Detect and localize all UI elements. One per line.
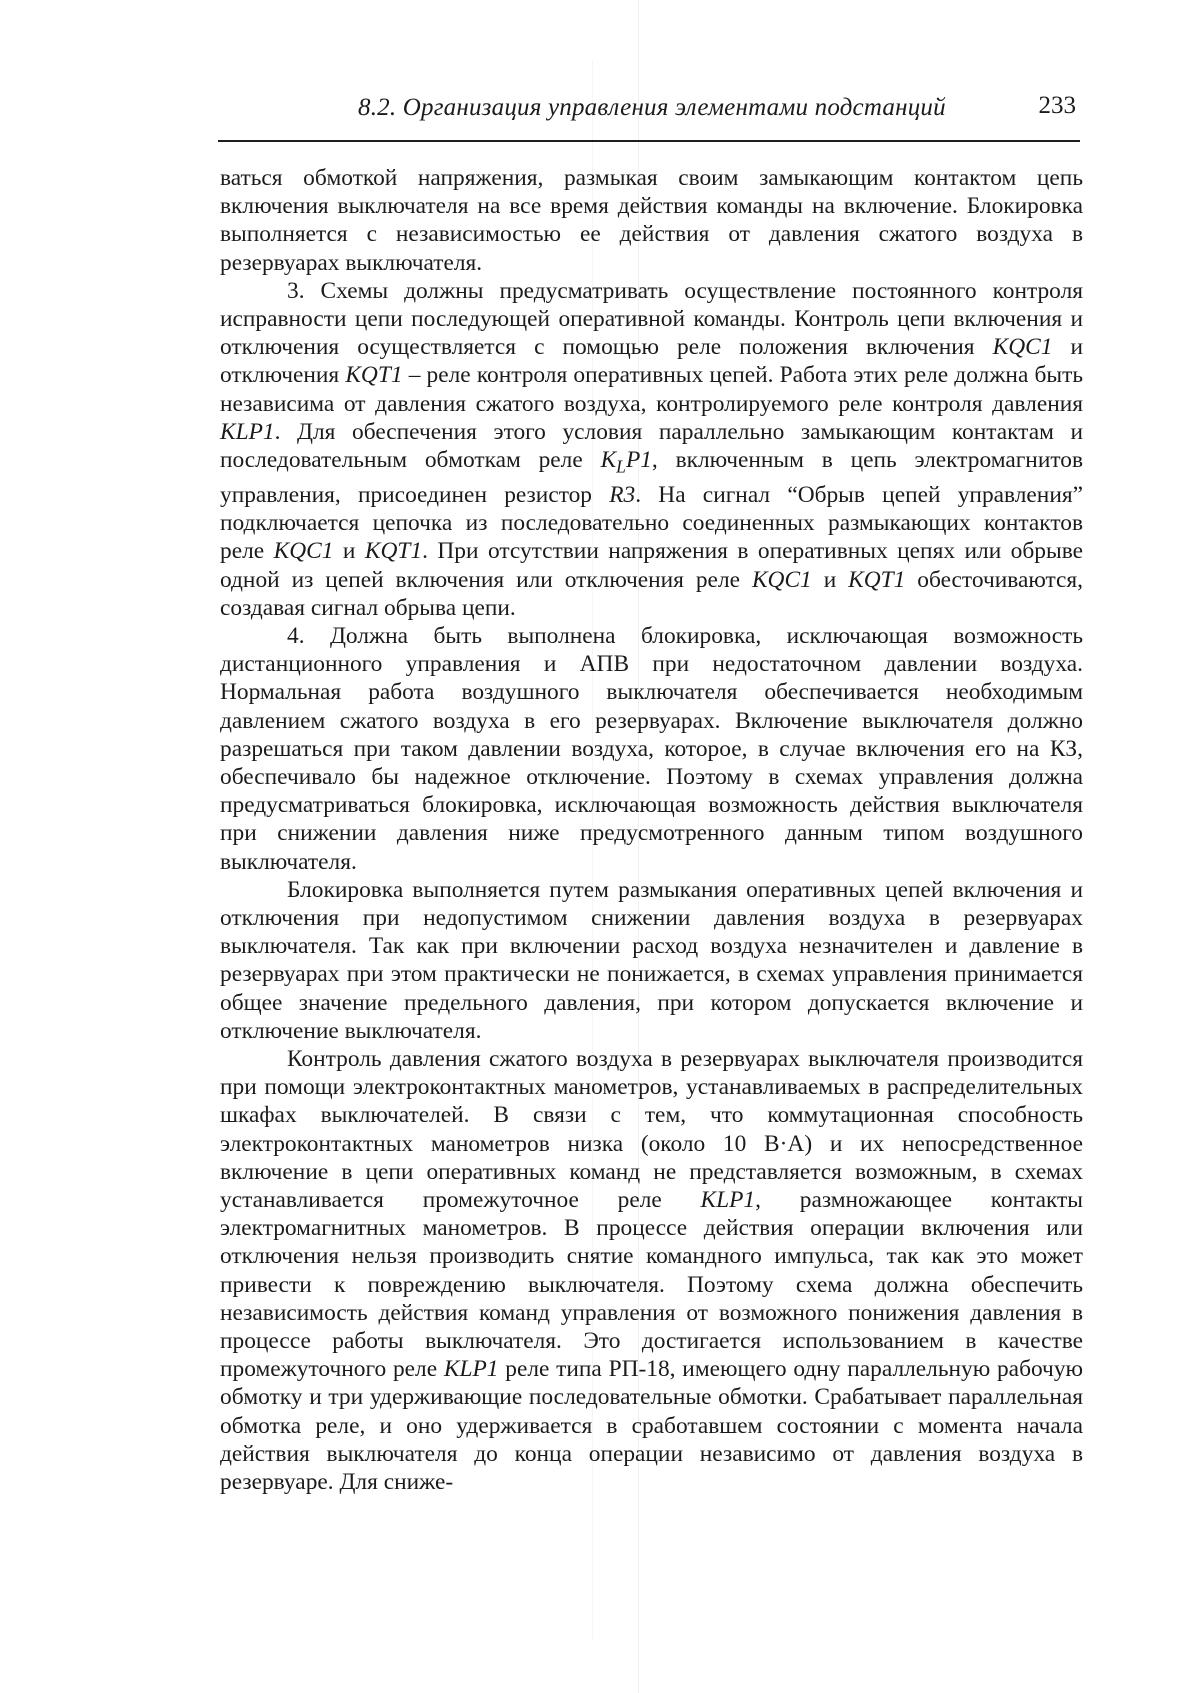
designation-text: KQC1 (273, 538, 334, 565)
designation-text: KQT1 (364, 538, 423, 565)
text-segment: 4. Должна быть выполнена блокировка, исключающая возможность дистанционного управления и АПВ при недостаточном давлении воздуха. Нормальная работа воздушного выключателя обеспечивается необходимым давлением сжатого воздуха в его резервуарах. Включение выключателя должно разрешаться при таком давлении воздуха, которое, в случае включения его на КЗ, обеспечивало бы надежное отключение. Поэтому в схемах управления должна предусматриваться блокировка, исключающая возможность действия выключателя при снижении давления ниже предусмотренного данным типом воздушного выключателя. (220, 622, 1083, 875)
designation-text: K (600, 447, 617, 474)
text-segment: Контроль давления сжатого воздуха в резервуарах выключателя производится при помощи электроконтактных манометров, устанавливаемых в распределительных шкафах выключателей. В связи с тем, что коммутационная способность электроконтактных манометров низка (около 10 В·А) и их непосредственное включение в цепи оперативных команд не представляется возможным, в схемах устанавливается промежуточное реле (220, 1045, 1083, 1213)
text-segment: . Для обеспечения этого условия параллельно замыкающим контактам и последовательным обмоткам реле (220, 418, 1083, 474)
text-segment: и (811, 566, 849, 593)
page-header (218, 92, 1080, 142)
designation-text: P1 (625, 447, 652, 474)
text-segment: Блокировка выполняется путем размыкания оперативных цепей включения и отключения при недопустимом снижении давления воздуха в резервуарах выключателя. Так как при включении расход воздуха незначителен и давление в резервуарах при этом практически не понижается, в схемах управления принимается общее значение предельного давления, при котором допускается включение и отключение выключателя. (220, 876, 1083, 1044)
designation-text: L (616, 456, 626, 477)
page-number: 233 (1038, 92, 1076, 119)
text-segment: – реле контроля оперативных цепей. Работа этих реле должна быть независима от давления сжатого воздуха, контролируемого реле контроля давления (220, 362, 1083, 417)
designation-text: KQT1 (345, 362, 403, 389)
designation-text: KLP1 (443, 1356, 499, 1383)
designation-text: KQC1 (751, 566, 812, 593)
designation-text: KQC1 (992, 334, 1053, 361)
text-segment: , включенным в цепь электромагнитов управления, присоединен резистор (220, 447, 1083, 508)
text-segment: . На сигнал “Обрыв цепей управления” подключается цепочка из последовательно соединенных размыкающих контактов реле (220, 481, 1083, 565)
designation-text: KLP1 (700, 1186, 756, 1213)
text-segment: . При отсутствии напряжения в оперативных цепях или обрыве одной из цепей включения или отключения реле (220, 538, 1083, 593)
text-segment: реле типа РП-18, имеющего одну параллельную рабочую обмотку и три удерживающие последовательные обмотки. Срабатывает параллельная обмотка реле, и оно удерживается в сработавшем состоянии с момента начала действия выключателя до конца операции независимо от давления воздуха в резервуаре. Для сниже- (220, 1356, 1083, 1496)
text-segment: и (333, 538, 365, 565)
paragraph (220, 1045, 1083, 1496)
body-text (220, 164, 1083, 1496)
paragraph (220, 277, 1083, 622)
paragraph (220, 164, 1083, 277)
text-segment: и отключения (220, 334, 1083, 389)
text-segment: обесточиваются, создавая сигнал обрыва цепи. (220, 566, 1084, 621)
text-segment: 3. Схемы должны предусматривать осуществление постоянного контроля исправности цепи последующей оперативной команды. Контроль цепи включения и отключения осуществляется с помощью реле положения включения (220, 277, 1083, 361)
running-title: 8.2. Организация управления элементами подстанций (358, 94, 946, 121)
text-segment: ваться обмоткой напряжения, размыкая своим замыкающим контактом цепь включения выключателя на все время действия команды на включение. Блокировка выполняется с независимостью ее действия от давления сжатого воздуха в резервуарах выключателя. (220, 165, 1083, 276)
paragraph (220, 876, 1083, 1045)
designation-text: KLP1 (220, 418, 275, 445)
designation-text: KQT1 (848, 566, 906, 593)
text-segment: , размножающее контакты электромагнитных манометров. В процессе действия операции включения или отключения нельзя производить снятие командного импульса, так как это может привести к повреждению выключателя. Поэтому схема должна обеспечить независимость действия команд управления от возможного понижения давления в процессе работы выключателя. Это достигается использованием в качестве промежуточного реле (220, 1186, 1083, 1383)
designation-text: R3 (609, 481, 636, 508)
paragraph (220, 622, 1083, 876)
